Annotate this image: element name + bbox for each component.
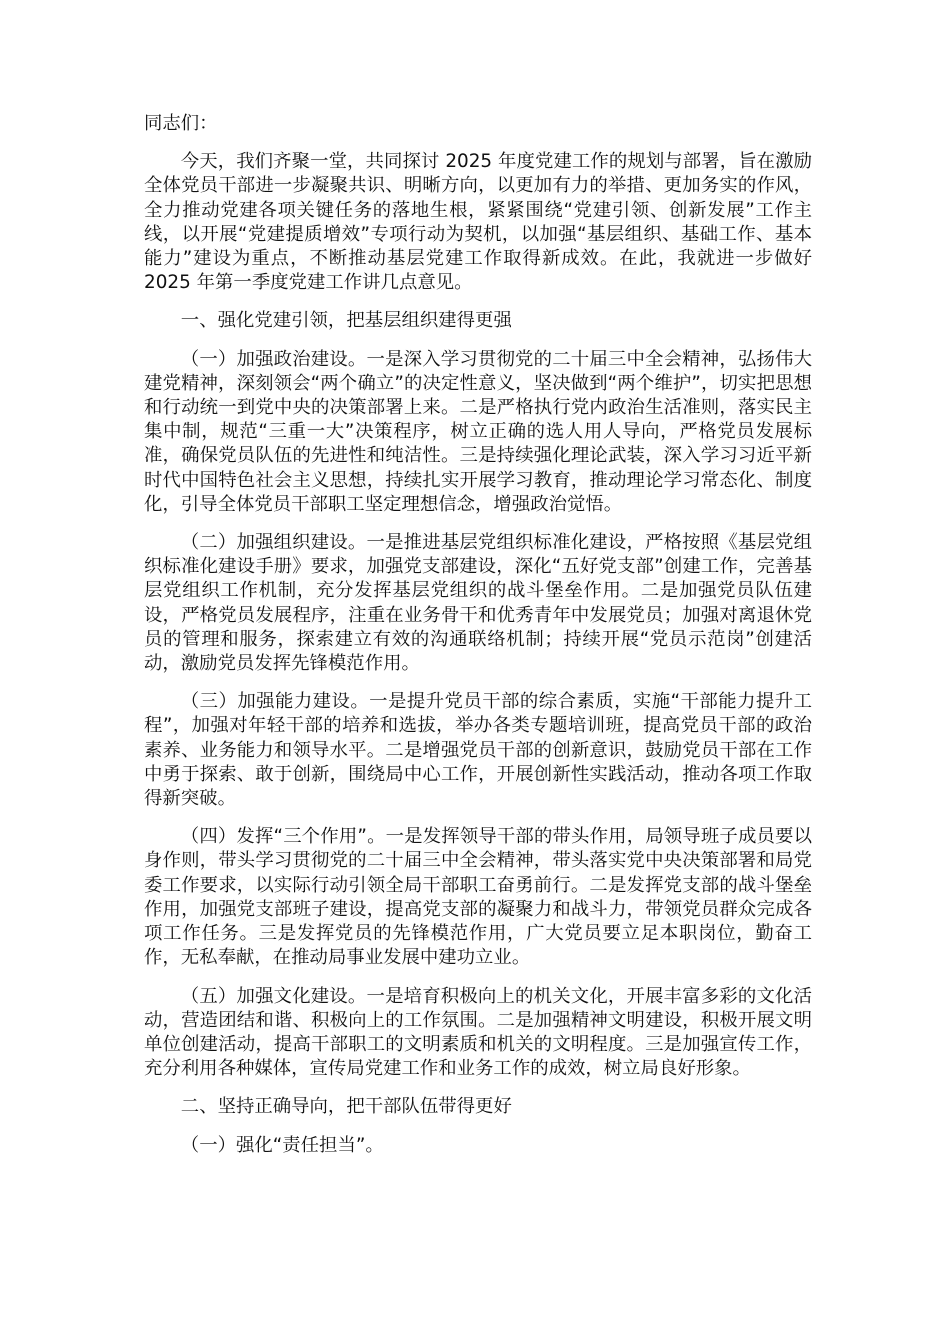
salutation: 同志们：: [144, 113, 218, 134]
paragraph-culture-building: （五）加强文化建设。一是培育积极向上的机关文化，开展丰富多彩的文化活动，营造团结和谐、积极向上的工作氛围。二是加强精神文明建设，积极开展文明单位创建活动，提高干部职工的文明素质和机关的文明程度。三是加强宣传工作，充分利用各种媒体，宣传局党建工作和业务工作的成效，树立局良好形象。: [144, 985, 812, 1080]
paragraph-three-roles: （四）发挥“三个作用”。一是发挥领导干部的带头作用，局领导班子成员要以身作则，带头学习贯彻党的二十届三中全会精神，带头落实党中央决策部署和局党委工作要求，以实际行动引领全局干部职工奋勇前行。二是发挥党支部的战斗堡垒作用，加强党支部班子建设，提高党支部的凝聚力和战斗力，带领党员群众完成各项工作任务。三是发挥党员的先锋模范作用，广大党员要立足本职岗位，勤奋工作，无私奉献，在推动局事业发展中建功立业。: [144, 826, 812, 969]
paragraph-responsibility: （一）强化“责任担当”。: [180, 1134, 384, 1156]
paragraph-organization-building: （二）加强组织建设。一是推进基层党组织标准化建设，严格按照《基层党组织标准化建设手册》要求，加强党支部建设，深化“五好党支部”创建工作，完善基层党组织工作机制，充分发挥基层党组织的战斗堡垒作用。二是加强党员队伍建设，严格党员发展程序，注重在业务骨干和优秀青年中发展党员；加强对离退休党员的管理和服务，探索建立有效的沟通联络机制；持续开展“党员示范岗”创建活动，激励党员发挥先锋模范作用。: [144, 532, 812, 675]
paragraph-capability-building: （三）加强能力建设。一是提升党员干部的综合素质，实施“干部能力提升工程”，加强对年轻干部的培养和选拔，举办各类专题培训班，提高党员干部的政治素养、业务能力和领导水平。二是增强党员干部的创新意识，鼓励党员干部在工作中勇于探索、敢于创新，围绕局中心工作，开展创新性实践活动，推动各项工作取得新突破。: [144, 691, 812, 810]
intro-paragraph: 今天，我们齐聚一堂，共同探讨 2025 年度党建工作的规划与部署，旨在激励全体党员干部进一步凝聚共识、明晰方向，以更加有力的举措、更加务实的作风，全力推动党建各项关键任务的落地生根，紧紧围绕“党建引领、创新发展”工作主线，以开展“党建提质增效”专项行动为契机，以加强“基层组织、基础工作、基本能力”建设为重点，不断推动基层党建工作取得新成效。在此，我就进一步做好 2025 年第一季度党建工作讲几点意见。: [144, 151, 812, 294]
paragraph-political-building: （一）加强政治建设。一是深入学习贯彻党的二十届三中全会精神，弘扬伟大建党精神，深刻领会“两个确立”的决定性意义，坚决做到“两个维护”，切实把思想和行动统一到党中央的决策部署上来。二是严格执行党内政治生活准则，落实民主集中制，规范“三重一大”决策程序，树立正确的选人用人导向，严格党员发展标准，确保党员队伍的先进性和纯洁性。三是持续强化理论武装，深入学习习近平新时代中国特色社会主义思想，持续扎实开展学习教育，推动理论学习常态化、制度化，引导全体党员干部职工坚定理想信念，增强政治觉悟。: [144, 348, 812, 515]
section-heading-2: 二、坚持正确导向，把干部队伍带得更好: [180, 1096, 512, 1118]
document-page: [144, 112, 812, 1158]
section-heading-1: 一、强化党建引领，把基层组织建得更强: [180, 310, 512, 332]
